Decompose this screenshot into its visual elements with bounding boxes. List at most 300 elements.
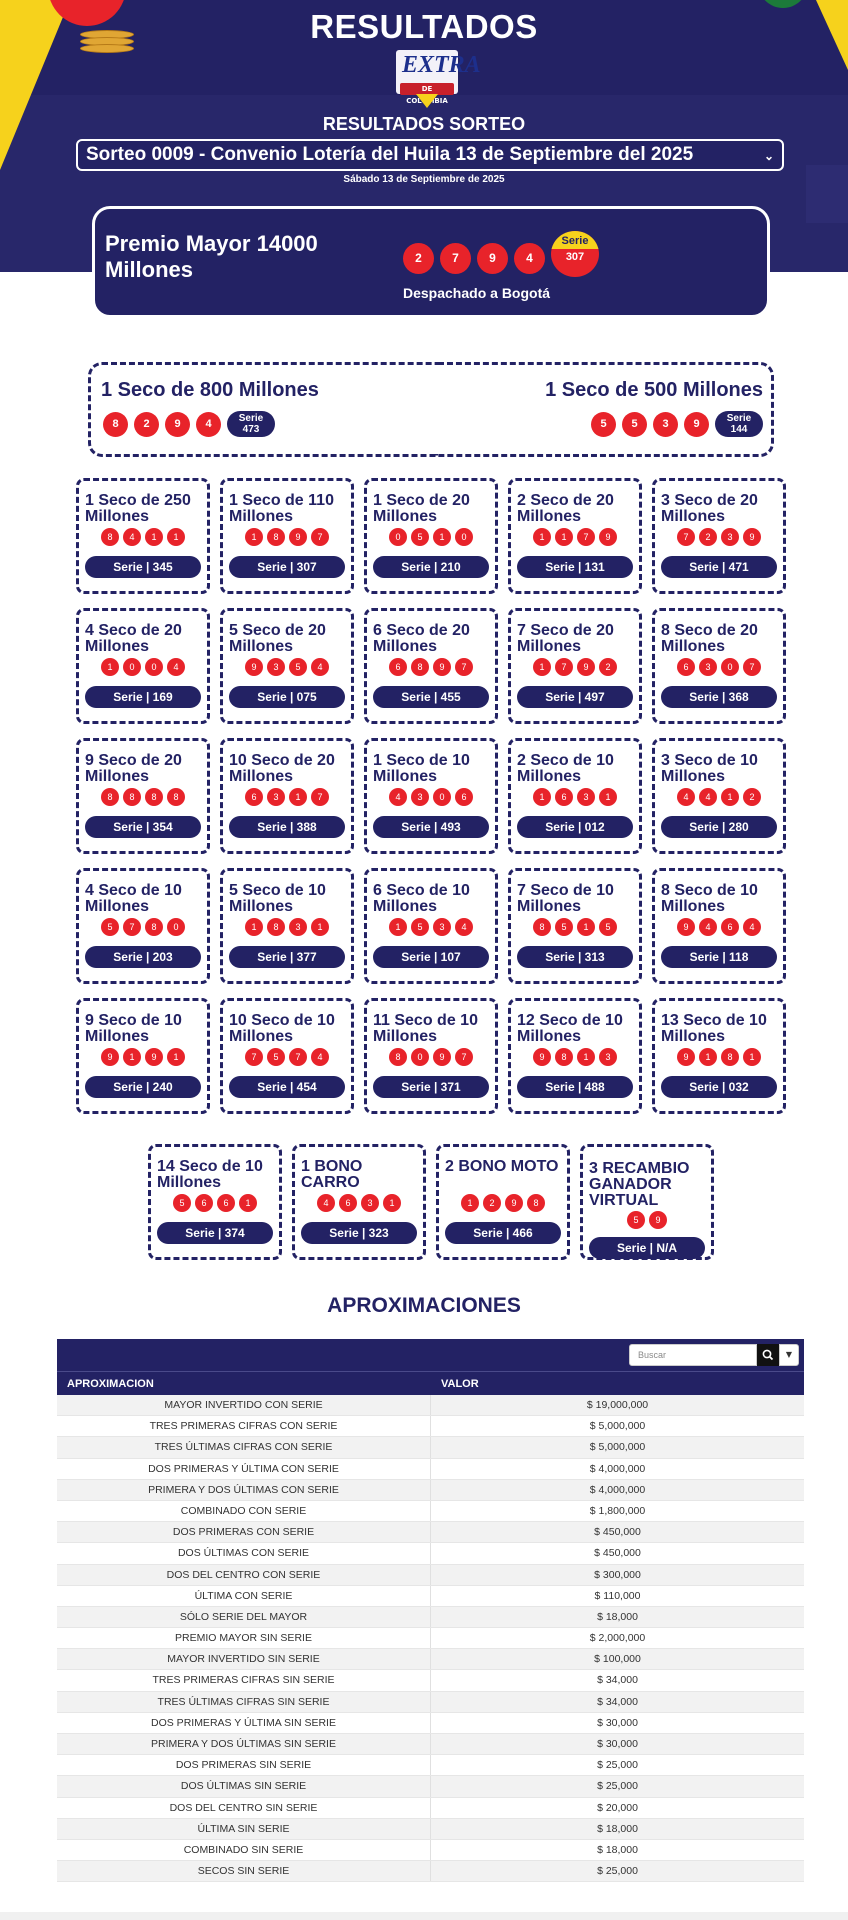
number-ball: 8 — [145, 788, 163, 806]
columns-menu-button[interactable] — [779, 1344, 799, 1366]
page-bottom-border — [0, 1912, 848, 1920]
valor-cell: $ 1,800,000 — [589, 1504, 646, 1517]
prize-title: 10 Seco de 20 Millones — [229, 752, 335, 785]
number-ball: 8 — [167, 788, 185, 806]
prize-title: 6 Seco de 10 Millones — [373, 882, 470, 915]
number-ball: 8 — [103, 412, 128, 437]
serie-pill: Serie | 497 — [517, 686, 633, 708]
number-ball: 9 — [145, 1048, 163, 1066]
valor-cell: $ 300,000 — [594, 1568, 641, 1581]
table-row — [57, 1692, 804, 1713]
prize-card — [508, 478, 642, 594]
table-row — [57, 1755, 804, 1776]
table-body — [57, 1395, 804, 1882]
table-row — [57, 1798, 804, 1819]
number-ball: 8 — [721, 1048, 739, 1066]
sorteo-select-value: Sorteo 0009 - Convenio Lotería del Huila 13 de Septiembre del 2025 — [86, 144, 694, 165]
number-ball: 2 — [699, 528, 717, 546]
number-ball: 5 — [627, 1211, 645, 1229]
number-ball: 8 — [101, 788, 119, 806]
prize-balls — [655, 918, 783, 936]
number-ball: 4 — [196, 412, 221, 437]
table-toolbar — [57, 1339, 804, 1371]
prize-balls — [511, 658, 639, 676]
serie-pill: Serie | 455 — [373, 686, 489, 708]
table-row — [57, 1670, 804, 1691]
prize-card — [220, 868, 354, 984]
serie-pill: Serie | 471 — [661, 556, 777, 578]
prize-card — [364, 998, 498, 1114]
number-ball: 4 — [677, 788, 695, 806]
big-secos — [88, 362, 774, 457]
serie-pill: Serie | 307 — [229, 556, 345, 578]
serie-pill: Serie | 354 — [85, 816, 201, 838]
number-ball: 5 — [599, 918, 617, 936]
number-ball: 4 — [311, 1048, 329, 1066]
prize-balls — [223, 918, 351, 936]
prize-card — [364, 478, 498, 594]
valor-cell: $ 110,000 — [594, 1589, 641, 1602]
prize-balls — [151, 1194, 279, 1212]
table-row — [57, 1819, 804, 1840]
number-ball: 2 — [403, 243, 434, 274]
prize-title: 2 Seco de 20 Millones — [517, 492, 614, 525]
number-ball: 1 — [123, 1048, 141, 1066]
prize-balls — [511, 788, 639, 806]
number-ball: 6 — [195, 1194, 213, 1212]
number-ball: 5 — [591, 412, 616, 437]
aproximacion-cell: COMBINADO SIN SERIE — [57, 1840, 431, 1860]
valor-cell: $ 25,000 — [597, 1865, 638, 1878]
number-ball: 3 — [289, 918, 307, 936]
serie-pill: Serie | 377 — [229, 946, 345, 968]
number-ball: 1 — [461, 1194, 479, 1212]
serie-pill: Serie | 388 — [229, 816, 345, 838]
valor-cell: $ 34,000 — [597, 1695, 638, 1708]
number-ball: 1 — [721, 788, 739, 806]
number-ball: 1 — [167, 528, 185, 546]
number-ball: 9 — [477, 243, 508, 274]
search-input[interactable]: Buscar — [629, 1344, 757, 1366]
prize-balls — [367, 1048, 495, 1066]
search-icon — [757, 1344, 779, 1366]
prize-card — [148, 1144, 282, 1260]
serie-pill: Serie | 345 — [85, 556, 201, 578]
aproximacion-cell: TRES ÚLTIMAS CIFRAS CON SERIE — [57, 1437, 431, 1457]
number-ball: 4 — [699, 918, 717, 936]
number-ball: 9 — [677, 1048, 695, 1066]
prize-balls — [511, 528, 639, 546]
prize-title: 1 Seco de 250 Millones — [85, 492, 191, 525]
number-ball: 4 — [167, 658, 185, 676]
serie-pill: Serie | 280 — [661, 816, 777, 838]
number-ball: 1 — [699, 1048, 717, 1066]
column-header-valor[interactable]: VALOR — [441, 1378, 479, 1390]
prize-title: 5 Seco de 10 Millones — [229, 882, 326, 915]
prize-balls — [79, 658, 207, 676]
aproximaciones-table — [57, 1339, 804, 1882]
prize-card — [652, 738, 786, 854]
valor-cell: $ 4,000,000 — [589, 1462, 646, 1475]
number-ball: 5 — [411, 528, 429, 546]
number-ball: 7 — [743, 658, 761, 676]
prize-balls — [655, 528, 783, 546]
prize-balls — [655, 658, 783, 676]
serie-pill: Serie | 371 — [373, 1076, 489, 1098]
aproximacion-cell: MAYOR INVERTIDO CON SERIE — [57, 1395, 431, 1415]
number-ball: 6 — [217, 1194, 235, 1212]
aproximacion-cell: TRES ÚLTIMAS CIFRAS SIN SERIE — [57, 1692, 431, 1712]
prize-balls — [367, 918, 495, 936]
number-ball: 9 — [577, 658, 595, 676]
chevron-down-icon: ⌄ — [763, 149, 774, 163]
premio-mayor-card — [92, 206, 770, 318]
premio-mayor-title: Premio Mayor 14000 Millones — [105, 231, 318, 282]
table-row — [57, 1713, 804, 1734]
number-ball: 8 — [555, 1048, 573, 1066]
number-ball: 9 — [649, 1211, 667, 1229]
table-row — [57, 1586, 804, 1607]
serie-label: Serie — [238, 413, 264, 424]
number-ball: 6 — [677, 658, 695, 676]
table-row — [57, 1437, 804, 1458]
number-ball: 3 — [267, 658, 285, 676]
valor-cell: $ 34,000 — [597, 1674, 638, 1687]
sorteo-heading: RESULTADOS SORTEO — [322, 114, 526, 134]
valor-cell: $ 5,000,000 — [589, 1441, 646, 1454]
aproximacion-cell: DOS PRIMERAS CON SERIE — [57, 1522, 431, 1542]
number-ball: 0 — [721, 658, 739, 676]
valor-cell: $ 450,000 — [594, 1547, 641, 1560]
number-ball: 5 — [555, 918, 573, 936]
valor-cell: $ 18,000 — [597, 1822, 638, 1835]
prize-balls — [367, 528, 495, 546]
prize-title: 3 Seco de 20 Millones — [661, 492, 758, 525]
number-ball: 9 — [533, 1048, 551, 1066]
table-row — [57, 1522, 804, 1543]
table-row — [57, 1734, 804, 1755]
valor-cell: $ 450,000 — [594, 1526, 641, 1539]
valor-cell: $ 30,000 — [597, 1716, 638, 1729]
prize-balls — [367, 658, 495, 676]
prize-title: 12 Seco de 10 Millones — [517, 1012, 623, 1045]
number-ball: 0 — [389, 528, 407, 546]
aproximacion-cell: DOS PRIMERAS SIN SERIE — [57, 1755, 431, 1775]
number-ball: 9 — [101, 1048, 119, 1066]
prize-card — [364, 738, 498, 854]
prize-balls — [79, 918, 207, 936]
serie-label: Serie — [726, 413, 752, 424]
number-ball: 1 — [311, 918, 329, 936]
aproximacion-cell: DOS ÚLTIMAS SIN SERIE — [57, 1776, 431, 1796]
seco-balls — [591, 411, 763, 437]
number-ball: 4 — [514, 243, 545, 274]
number-ball: 3 — [599, 1048, 617, 1066]
table-row — [57, 1776, 804, 1797]
number-ball: 7 — [289, 1048, 307, 1066]
number-ball: 4 — [389, 788, 407, 806]
table-row — [57, 1501, 804, 1522]
serie-pill: Serie | 454 — [229, 1076, 345, 1098]
number-ball: 2 — [134, 412, 159, 437]
seco-balls — [103, 411, 275, 437]
serie-label: Serie — [551, 231, 599, 249]
column-header-aproximacion[interactable]: APROXIMACION — [67, 1378, 154, 1390]
number-ball: 5 — [101, 918, 119, 936]
number-ball: 0 — [123, 658, 141, 676]
prize-balls — [655, 788, 783, 806]
number-ball: 9 — [433, 658, 451, 676]
number-ball: 6 — [339, 1194, 357, 1212]
prize-title: 4 Seco de 10 Millones — [85, 882, 182, 915]
number-ball: 7 — [677, 528, 695, 546]
aproximacion-cell: TRES PRIMERAS CIFRAS CON SERIE — [57, 1416, 431, 1436]
prize-title: 7 Seco de 10 Millones — [517, 882, 614, 915]
number-ball: 8 — [411, 658, 429, 676]
number-ball: 4 — [311, 658, 329, 676]
number-ball: 7 — [311, 788, 329, 806]
prize-title: 14 Seco de 10 Millones — [157, 1158, 263, 1191]
aproximacion-cell: COMBINADO CON SERIE — [57, 1501, 431, 1521]
serie-pill: Serie | 313 — [517, 946, 633, 968]
valor-cell: $ 2,000,000 — [589, 1632, 646, 1645]
number-ball: 1 — [533, 658, 551, 676]
prize-card — [652, 478, 786, 594]
serie-number: 144 — [730, 424, 748, 435]
logo-subtext: DE COLOMBIA — [400, 83, 454, 95]
premio-mayor-balls — [403, 243, 545, 277]
prize-balls — [79, 528, 207, 546]
prize-card — [652, 868, 786, 984]
number-ball: 1 — [167, 1048, 185, 1066]
number-ball: 3 — [699, 658, 717, 676]
serie-pill: Serie | 493 — [373, 816, 489, 838]
aproximacion-cell: PRIMERA Y DOS ÚLTIMAS CON SERIE — [57, 1480, 431, 1500]
prize-title: 1 BONO CARRO — [301, 1158, 363, 1191]
prize-title: 1 Seco de 110 Millones — [229, 492, 334, 525]
aproximacion-cell: DOS DEL CENTRO CON SERIE — [57, 1565, 431, 1585]
number-ball: 5 — [173, 1194, 191, 1212]
table-row — [57, 1543, 804, 1564]
table-row — [57, 1416, 804, 1437]
table-row — [57, 1480, 804, 1501]
prize-balls — [223, 658, 351, 676]
aproximacion-cell: ÚLTIMA SIN SERIE — [57, 1819, 431, 1839]
valor-cell: $ 5,000,000 — [589, 1420, 646, 1433]
prize-card — [436, 1144, 570, 1260]
prize-title: 8 Seco de 10 Millones — [661, 882, 758, 915]
aproximacion-cell: DOS DEL CENTRO SIN SERIE — [57, 1798, 431, 1818]
number-ball: 1 — [289, 788, 307, 806]
prize-balls — [583, 1211, 711, 1229]
number-ball: 1 — [599, 788, 617, 806]
serie-pill: Serie | 107 — [373, 946, 489, 968]
prize-card — [508, 738, 642, 854]
number-ball: 6 — [245, 788, 263, 806]
number-ball: 8 — [145, 918, 163, 936]
prize-card — [220, 478, 354, 594]
seco-title: 1 Seco de 800 Millones — [101, 379, 319, 401]
number-ball: 7 — [577, 528, 595, 546]
prize-card — [364, 608, 498, 724]
number-ball: 3 — [721, 528, 739, 546]
prize-card — [220, 998, 354, 1114]
sorteo-select[interactable] — [76, 139, 784, 171]
prize-card — [652, 998, 786, 1114]
prize-balls — [511, 1048, 639, 1066]
number-ball: 4 — [123, 528, 141, 546]
number-ball: 1 — [433, 528, 451, 546]
prize-card — [76, 478, 210, 594]
number-ball: 1 — [383, 1194, 401, 1212]
table-row — [57, 1861, 804, 1882]
prize-card — [652, 608, 786, 724]
number-ball: 9 — [245, 658, 263, 676]
prize-balls — [223, 1048, 351, 1066]
prize-card — [220, 608, 354, 724]
prize-title: 13 Seco de 10 Millones — [661, 1012, 767, 1045]
number-ball: 6 — [455, 788, 473, 806]
number-ball: 5 — [289, 658, 307, 676]
aproximacion-cell: MAYOR INVERTIDO SIN SERIE — [57, 1649, 431, 1669]
prize-title: 1 Seco de 20 Millones — [373, 492, 470, 525]
number-ball: 1 — [239, 1194, 257, 1212]
valor-cell: $ 30,000 — [597, 1738, 638, 1750]
table-row — [57, 1395, 804, 1416]
number-ball: 8 — [101, 528, 119, 546]
number-ball: 3 — [653, 412, 678, 437]
number-ball: 4 — [455, 918, 473, 936]
serie-pill — [715, 411, 763, 437]
green-ball-decoration — [758, 0, 808, 8]
number-ball: 1 — [145, 528, 163, 546]
despachado-text: Despachado a Bogotá — [403, 285, 551, 301]
number-ball: 8 — [123, 788, 141, 806]
prize-balls — [223, 528, 351, 546]
prize-title: 7 Seco de 20 Millones — [517, 622, 614, 655]
number-ball: 7 — [311, 528, 329, 546]
serie-pill: Serie | 118 — [661, 946, 777, 968]
number-ball: 3 — [577, 788, 595, 806]
prize-card — [76, 868, 210, 984]
number-ball: 2 — [483, 1194, 501, 1212]
search-button[interactable] — [757, 1344, 779, 1366]
serie-pill: Serie | 466 — [445, 1222, 561, 1244]
number-ball: 9 — [677, 918, 695, 936]
number-ball: 7 — [455, 1048, 473, 1066]
number-ball: 9 — [743, 528, 761, 546]
number-ball: 9 — [433, 1048, 451, 1066]
number-ball: 9 — [599, 528, 617, 546]
number-ball: 8 — [533, 918, 551, 936]
serie-pill: Serie | 169 — [85, 686, 201, 708]
extra-logo[interactable] — [394, 50, 481, 110]
number-ball: 7 — [123, 918, 141, 936]
number-ball: 0 — [145, 658, 163, 676]
table-row — [57, 1649, 804, 1670]
aproximacion-cell: SECOS SIN SERIE — [57, 1861, 431, 1881]
number-ball: 6 — [721, 918, 739, 936]
serie-pill: Serie | 368 — [661, 686, 777, 708]
prize-title: 3 Seco de 10 Millones — [661, 752, 758, 785]
number-ball: 7 — [245, 1048, 263, 1066]
serie-pill: Serie | 488 — [517, 1076, 633, 1098]
valor-cell: $ 4,000,000 — [589, 1483, 646, 1496]
number-ball: 0 — [433, 788, 451, 806]
prize-balls — [79, 1048, 207, 1066]
number-ball: 0 — [411, 1048, 429, 1066]
prize-title: 11 Seco de 10 Millones — [373, 1012, 478, 1045]
number-ball: 9 — [505, 1194, 523, 1212]
sorteo-date: Sábado 13 de Septiembre de 2025 — [343, 174, 505, 185]
prize-balls — [295, 1194, 423, 1212]
serie-pill: Serie | 203 — [85, 946, 201, 968]
aproximacion-cell: TRES PRIMERAS CIFRAS SIN SERIE — [57, 1670, 431, 1690]
number-ball: 6 — [389, 658, 407, 676]
valor-cell: $ 25,000 — [597, 1780, 638, 1793]
serie-number: 473 — [242, 424, 260, 435]
page-title: RESULTADOS — [310, 8, 538, 45]
serie-pill: Serie | N/A — [589, 1237, 705, 1259]
seco-800-card — [88, 362, 438, 457]
prize-card — [220, 738, 354, 854]
prize-title: 10 Seco de 10 Millones — [229, 1012, 335, 1045]
valor-cell: $ 25,000 — [597, 1759, 638, 1772]
prize-card — [508, 868, 642, 984]
number-ball: 5 — [622, 412, 647, 437]
prize-balls — [511, 918, 639, 936]
prize-balls — [655, 1048, 783, 1066]
table-row — [57, 1565, 804, 1586]
prize-title: 9 Seco de 20 Millones — [85, 752, 182, 785]
number-ball: 6 — [555, 788, 573, 806]
valor-cell: $ 100,000 — [594, 1653, 641, 1666]
serie-pill: Serie | 323 — [301, 1222, 417, 1244]
prize-card — [76, 738, 210, 854]
seco-500-card — [438, 362, 774, 457]
number-ball: 1 — [101, 658, 119, 676]
prize-balls — [223, 788, 351, 806]
number-ball: 3 — [411, 788, 429, 806]
prize-title: 2 BONO MOTO — [445, 1158, 559, 1175]
valor-cell: $ 20,000 — [597, 1801, 638, 1814]
prize-balls — [79, 788, 207, 806]
prize-card — [364, 868, 498, 984]
prize-card — [508, 608, 642, 724]
number-ball: 1 — [743, 1048, 761, 1066]
prize-title: 4 Seco de 20 Millones — [85, 622, 182, 655]
table-row — [57, 1607, 804, 1628]
prize-title: 8 Seco de 20 Millones — [661, 622, 758, 655]
prize-title: 3 RECAMBIO GANADOR VIRTUAL — [589, 1160, 690, 1209]
number-ball: 1 — [577, 918, 595, 936]
number-ball: 8 — [389, 1048, 407, 1066]
number-ball: 2 — [599, 658, 617, 676]
number-ball: 0 — [167, 918, 185, 936]
table-row — [57, 1459, 804, 1480]
serie-pill: Serie | 374 — [157, 1222, 273, 1244]
serie-number: 307 — [565, 251, 585, 263]
number-ball: 0 — [455, 528, 473, 546]
prize-title: 1 Seco de 10 Millones — [373, 752, 470, 785]
serie-pill — [227, 411, 275, 437]
table-row — [57, 1628, 804, 1649]
prize-card — [580, 1144, 714, 1260]
prize-card — [76, 998, 210, 1114]
serie-pill: Serie | 075 — [229, 686, 345, 708]
caret-down-icon: ▼ — [785, 1350, 793, 1359]
number-ball: 3 — [361, 1194, 379, 1212]
